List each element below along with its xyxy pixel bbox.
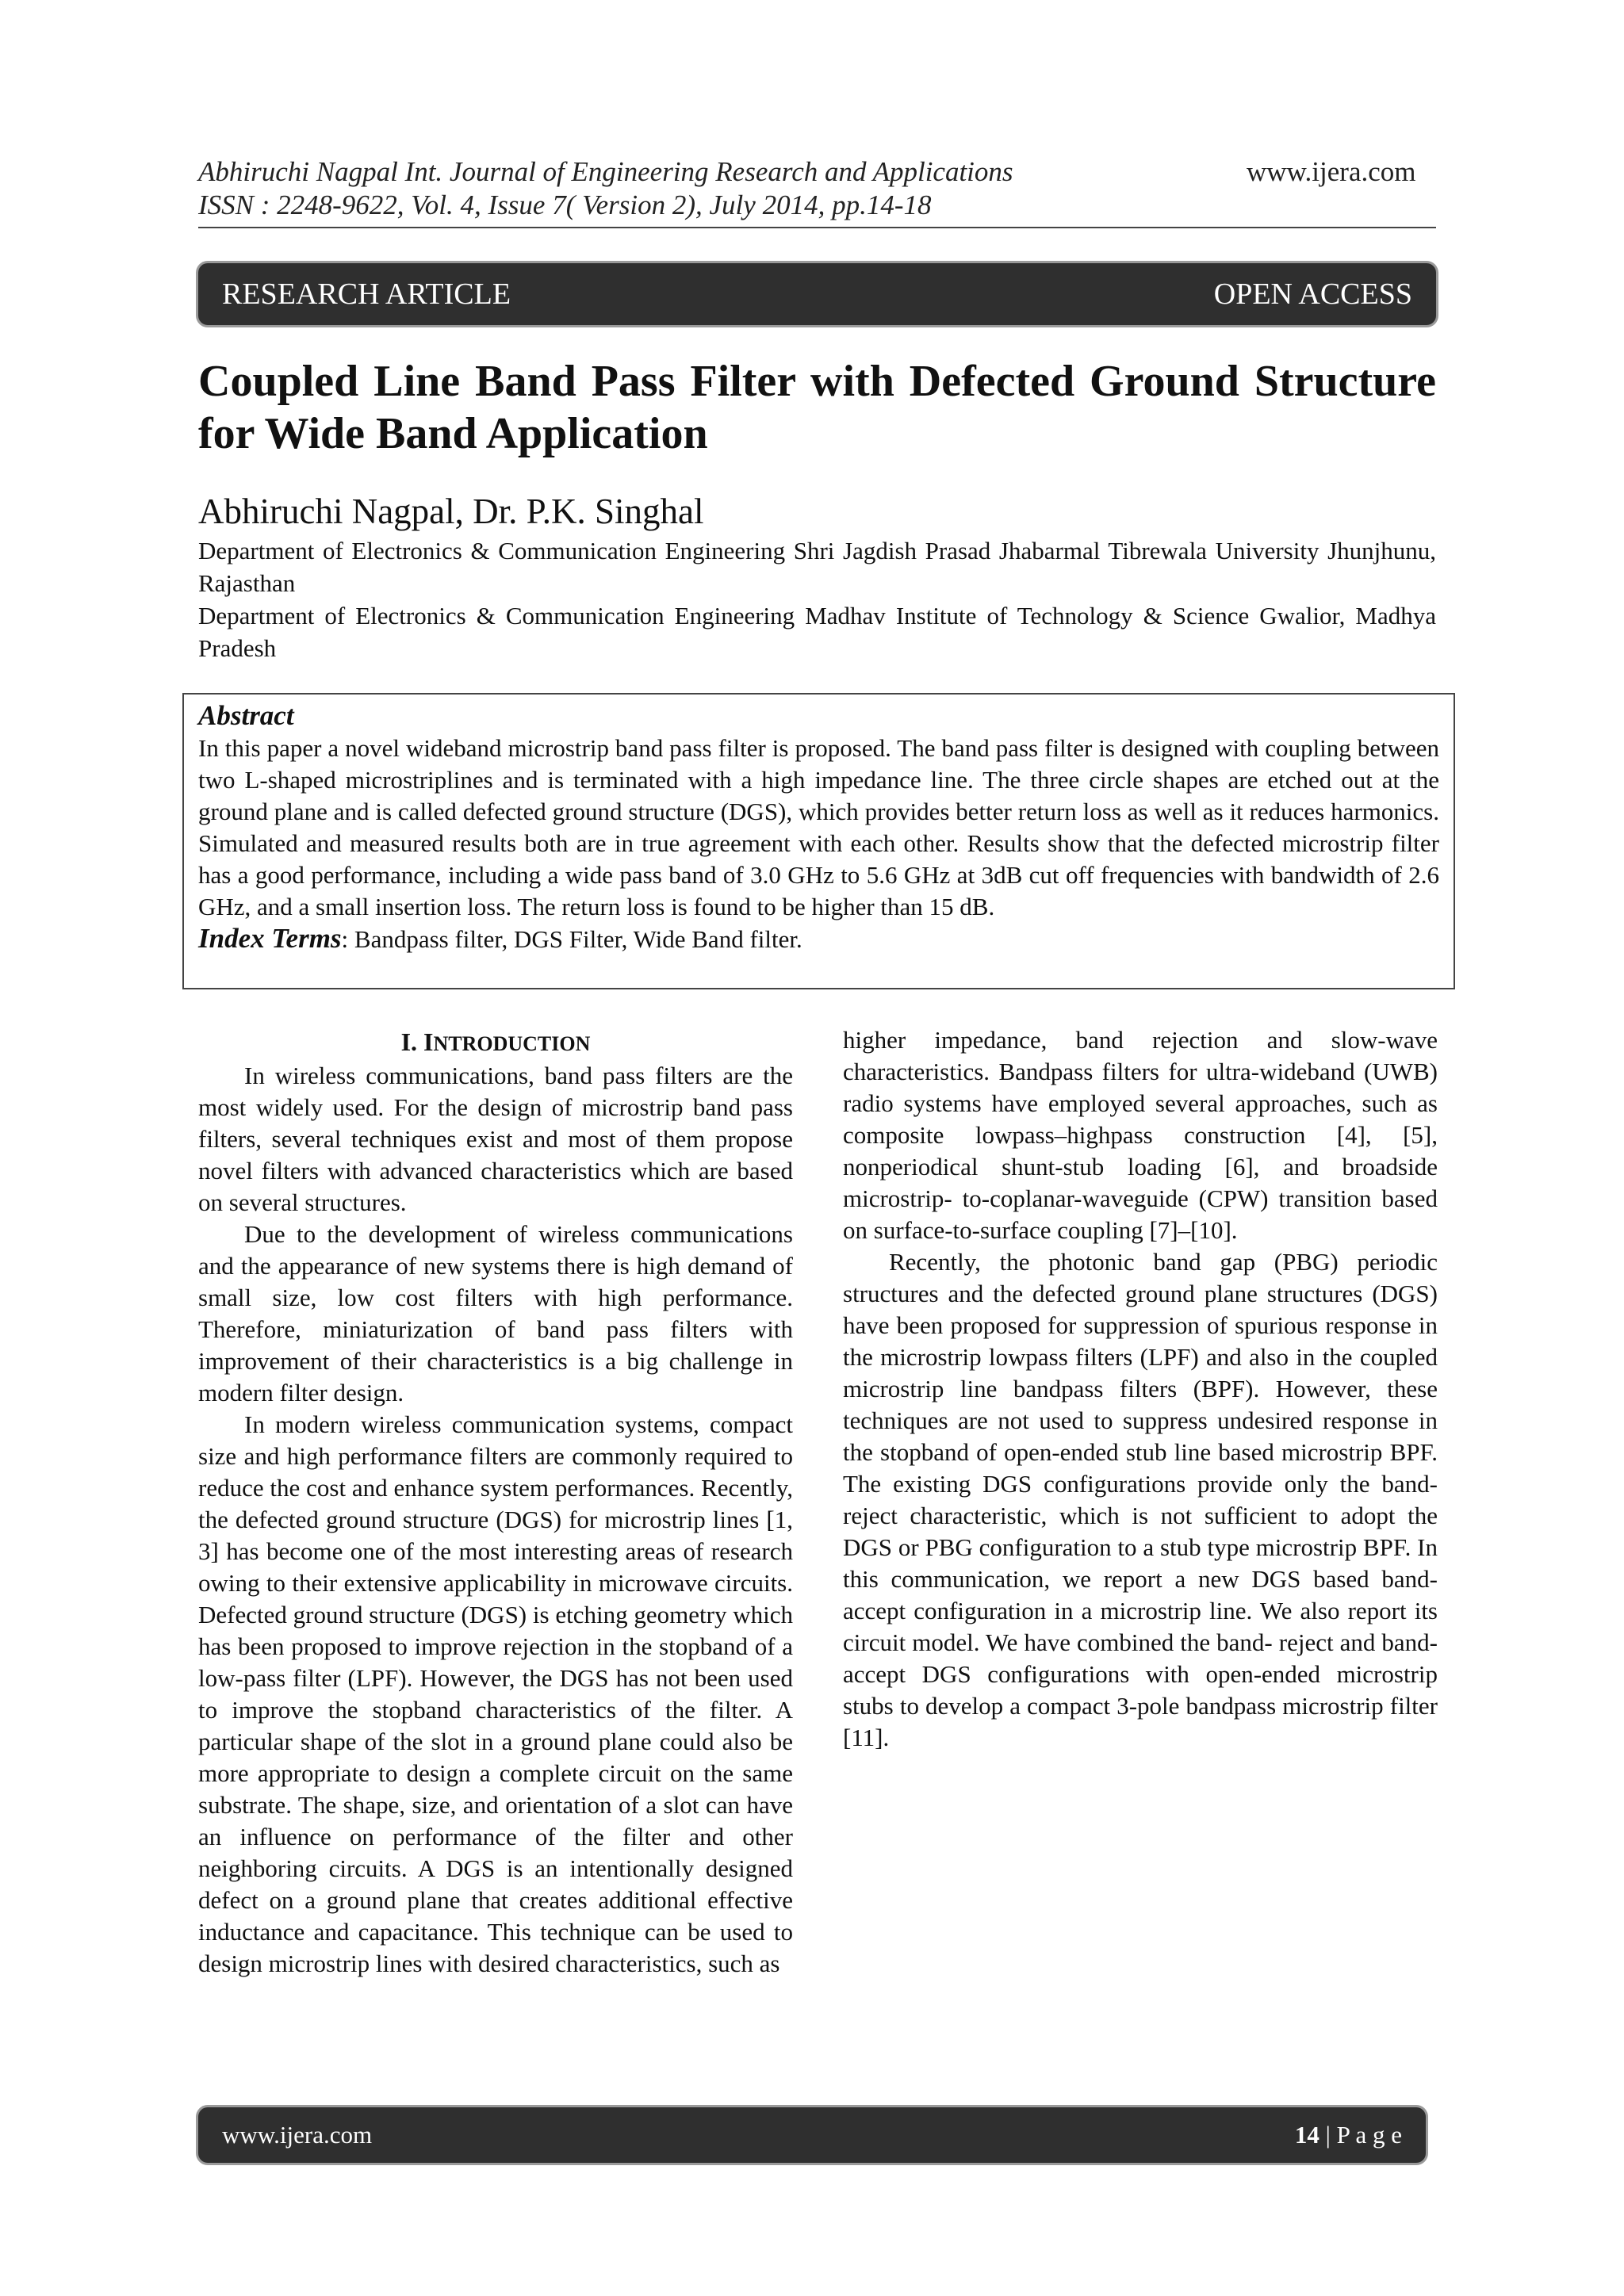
intro-paragraph: In modern wireless communication systems, compact size and high performance filters are commonly required to reduce the cost and enhance system performances. Recently, the defected ground structure (DGS) for microstrip lines [1, 3] has become one of the most interesting areas of research owing to their extensive applicability in microwave circuits. Defected ground structure (DGS) is etching geometry which has been proposed to improve rejection in the stopband of a low-pass filter (LPF). However, the DGS has not been used to improve the stopband characteristics of the filter. A particular shape of the slot in a ground plane could also be more appropriate to design a complete circuit on the same substrate. The shape, size, and orientation of a slot can have an influence on performance of the filter and other neighboring circuits. A DGS is an intentionally designed defect on a ground plane that creates additional effective inductance and capacitance. This technique can be used to design microstrip lines with desired characteristics, such as <box>198 1410 793 1977</box>
research-article-label: RESEARCH ARTICLE <box>222 277 511 311</box>
affiliation-2: Department of Electronics & Communication Engineering Madhav Institute of Technology & Science Gwalior, Madhya Pradesh <box>198 602 1436 662</box>
intro-paragraph: In wireless communications, band pass filters are the most widely used. For the design of microstrip band pass filters, several techniques exist and most of them propose novel filters with advanced characteristics which are based on several structures. <box>198 1062 793 1216</box>
journal-citation: Abhiruchi Nagpal Int. Journal of Engineering Research and Applications <box>198 156 1013 187</box>
right-column <box>843 1024 1438 1754</box>
page-number: 14 | P a g e <box>1294 2121 1402 2149</box>
index-terms-list: : Bandpass filter, DGS Filter, Wide Band filter. <box>341 925 802 953</box>
header-divider <box>198 227 1436 228</box>
author-list: Abhiruchi Nagpal, Dr. P.K. Singhal <box>198 492 704 531</box>
header-website-link[interactable]: www.ijera.com <box>1247 156 1416 187</box>
abstract-heading: Abstract <box>198 700 294 731</box>
abstract-text: In this paper a novel wideband microstrip band pass filter is proposed. The band pass filter is designed with coupling between two L-shaped microstriplines and is terminated with a high impedance line. The three circle shapes are etched out at the ground plane and is called defected ground structure (DGS), which provides better return loss as well as it reduces harmonics. Simulated and measured results both are in true agreement with each other. Results show that the defected microstrip filter has a good performance, including a wide pass band of 3.0 GHz to 5.6 GHz at 3dB cut off frequencies with bandwidth of 2.6 GHz, and a small insertion loss. The return loss is found to be higher than 15 dB. <box>198 734 1439 920</box>
open-access-label: OPEN ACCESS <box>1213 277 1412 311</box>
paper-title: Coupled Line Band Pass Filter with Defected Ground Structure for Wide Band Application <box>198 357 1436 458</box>
page-footer <box>198 2107 1426 2163</box>
section-heading-introduction: I. INTRODUCTION <box>400 1027 591 1056</box>
intro-paragraph: higher impedance, band rejection and slow-wave characteristics. Bandpass filters for ultra-wideband (UWB) radio systems have employed several approaches, such as composite lowpass–highpass construction [4], [5], nonperiodical shunt-stub loading [6], and broadside microstrip- to-coplanar-waveguide (CPW) transition based on surface-to-surface coupling [7]–[10]. <box>843 1026 1438 1244</box>
index-terms-label: Index Terms <box>198 923 342 954</box>
left-column <box>198 1026 793 1980</box>
abstract-box <box>182 693 1455 989</box>
intro-paragraph: Recently, the photonic band gap (PBG) periodic structures and the defected ground plane structures (DGS) have been proposed for suppression of spurious response in the microstrip lowpass filters (LPF) and also in the coupled microstrip line bandpass filters (BPF). However, these techniques are not used to suppress undesired response in the stopband of open-ended stub line based microstrip BPF. The existing DGS configurations provide only the band-reject characteristic, which is not sufficient to adopt the DGS or PBG configuration to a stub type microstrip BPF. In this communication, we report a new DGS based band- accept configuration in a microstrip line. We also report its circuit model. We have combined the band- reject and band-accept DGS configurations with open-ended microstrip stubs to develop a compact 3-pole bandpass microstrip filter [11]. <box>843 1248 1438 1751</box>
article-type-banner <box>198 263 1436 325</box>
issn-line: ISSN : 2248-9622, Vol. 4, Issue 7( Version 2), July 2014, pp.14-18 <box>198 189 932 220</box>
index-terms <box>198 923 1439 955</box>
affiliation-1: Department of Electronics & Communication Engineering Shri Jagdish Prasad Jhabarmal Tibrewala University Jhunjhunu, Rajasthan <box>198 537 1436 597</box>
intro-paragraph: Due to the development of wireless communications and the appearance of new systems there is high demand of small size, low cost filters with high performance. Therefore, miniaturization of band pass filters with improvement of their characteristics is a big challenge in modern filter design. <box>198 1220 793 1406</box>
footer-website-link[interactable]: www.ijera.com <box>222 2121 373 2149</box>
